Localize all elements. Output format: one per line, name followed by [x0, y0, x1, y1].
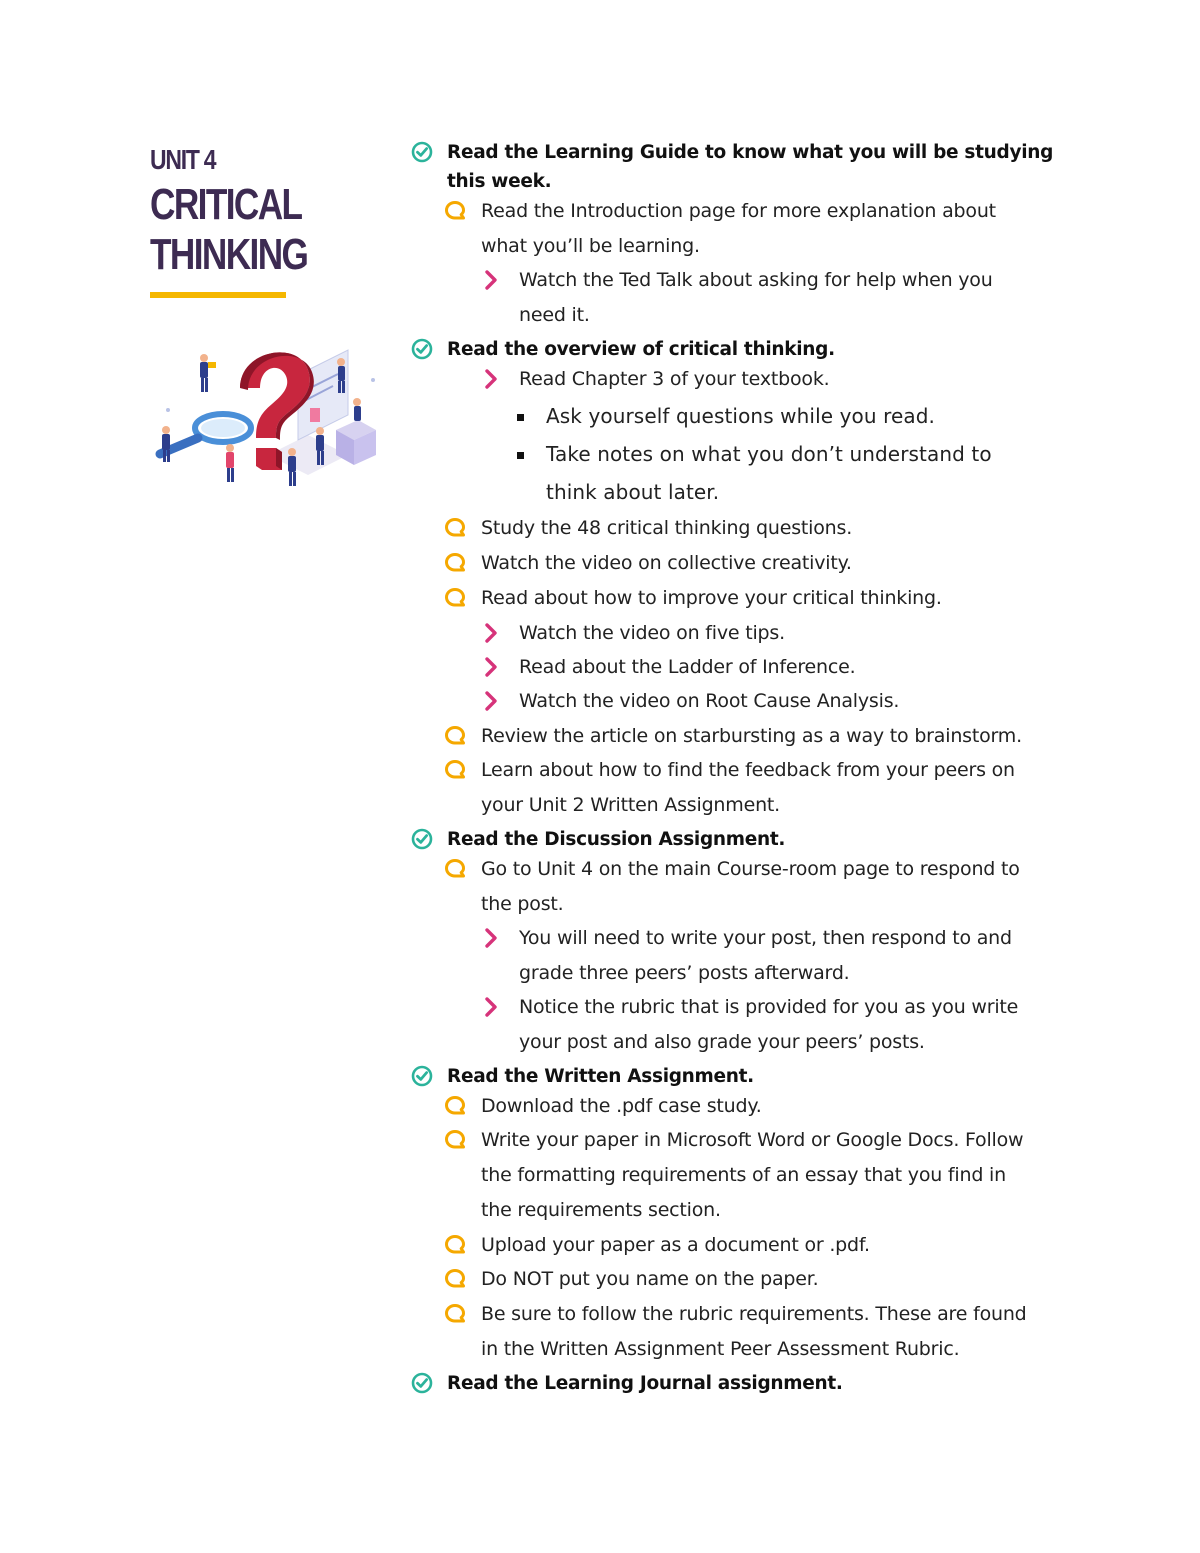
checklist-item-text: Notice the rubric that is provided for you as you write: [519, 996, 1019, 1018]
checklist-item-continuation: [481, 892, 564, 916]
check-circle-icon: [411, 338, 433, 360]
checklist-item-level-2: [481, 1302, 1027, 1326]
checklist-item-continuation: [481, 234, 700, 258]
chevron-right-icon: [482, 927, 500, 949]
checklist-item-text: Write your paper in Microsoft Word or Google Docs. Follow: [481, 1129, 1024, 1151]
checklist-item-continuation: [447, 170, 551, 194]
checklist-item-level-1: [447, 337, 835, 362]
speech-bubble-icon: [444, 725, 466, 747]
speech-bubble-icon: [444, 1303, 466, 1325]
checklist-item-text: grade three peers’ posts afterward.: [519, 962, 850, 984]
checklist-item-level-2: [481, 1267, 818, 1291]
checklist-item-text: Watch the Ted Talk about asking for help when you: [519, 269, 993, 291]
checklist-item-level-1: [447, 827, 785, 852]
checklist-item-level-3: [519, 268, 993, 292]
chevron-right-icon: [482, 996, 500, 1018]
chevron-right-icon: [482, 368, 500, 390]
unit-label: UNIT 4: [150, 144, 216, 175]
checklist-item-text: Read the Written Assignment.: [447, 1066, 754, 1087]
checklist-item-level-3: [519, 621, 785, 645]
checklist-item-text: the requirements section.: [481, 1199, 721, 1221]
square-bullet-icon: [516, 451, 526, 461]
speech-bubble-icon: [444, 517, 466, 539]
checklist-item-text: Download the .pdf case study.: [481, 1095, 762, 1117]
speech-bubble-icon: [444, 552, 466, 574]
checklist-item-text: Ask yourself questions while you read.: [546, 404, 935, 428]
checklist-item-text: Do NOT put you name on the paper.: [481, 1268, 819, 1290]
chevron-right-icon: [482, 690, 500, 712]
checklist-item-continuation: [519, 961, 850, 985]
checklist-item-continuation: [481, 793, 780, 817]
chevron-right-icon: [482, 622, 500, 644]
checklist-item-text: the formatting requirements of an essay that you find in: [481, 1164, 1006, 1186]
checklist-item-text: this week.: [447, 171, 552, 192]
check-circle-icon: [411, 141, 433, 163]
check-circle-icon: [411, 1065, 433, 1087]
checklist-item-text: Review the article on starbursting as a way to brainstorm.: [481, 725, 1022, 747]
checklist-item-level-3: [519, 689, 899, 713]
speech-bubble-icon: [444, 1095, 466, 1117]
checklist-item-level-1: [447, 1371, 843, 1396]
unit-title-line-2: THINKING: [150, 230, 308, 279]
checklist-item-text: Watch the video on collective creativity.: [481, 552, 852, 574]
checklist-item-continuation: [481, 1337, 959, 1361]
checklist-item-level-2: [481, 199, 996, 223]
checklist-item-level-2: [481, 724, 1022, 748]
checklist-item-text: what you’ll be learning.: [481, 235, 700, 257]
checklist-item-text: Read Chapter 3 of your textbook.: [519, 368, 830, 390]
checklist-item-text: Upload your paper as a document or .pdf.: [481, 1234, 870, 1256]
checklist-item-text: Read about how to improve your critical thinking.: [481, 587, 942, 609]
checklist-item-text: your Unit 2 Written Assignment.: [481, 794, 781, 816]
speech-bubble-icon: [444, 759, 466, 781]
checklist-item-level-3: [519, 926, 1012, 950]
checklist-item-continuation: [519, 303, 590, 327]
checklist-item-continuation: [546, 480, 719, 504]
checklist-item-level-4: [546, 442, 992, 467]
checklist-item-level-2: [481, 516, 852, 540]
checklist-item-level-2: [481, 857, 1020, 881]
checklist-item-text: think about later.: [546, 480, 720, 504]
checklist-item-level-2: [481, 551, 852, 575]
checklist-item-text: Read the Learning Guide to know what you will be studying: [447, 142, 1054, 163]
checklist-item-text: Take notes on what you don’t understand to: [546, 442, 992, 466]
checklist-item-text: You will need to write your post, then respond to and: [519, 927, 1012, 949]
checklist-item-level-1: [447, 1064, 754, 1089]
checklist-item-text: Watch the video on Root Cause Analysis.: [519, 690, 900, 712]
checklist-item-level-4: [546, 404, 935, 429]
checklist-item-level-3: [519, 655, 855, 679]
checklist-item-level-2: [481, 586, 942, 610]
checklist-item-level-2: [481, 1128, 1023, 1152]
checklist-item-text: Learn about how to find the feedback from your peers on: [481, 759, 1015, 781]
speech-bubble-icon: [444, 1129, 466, 1151]
checklist-item-text: Watch the video on five tips.: [519, 622, 785, 644]
speech-bubble-icon: [444, 587, 466, 609]
checklist-item-text: Be sure to follow the rubric requirements. These are found: [481, 1303, 1027, 1325]
checklist-item-text: your post and also grade your peers’ posts.: [519, 1031, 925, 1053]
checklist-item-text: Read the Learning Journal assignment.: [447, 1373, 843, 1394]
speech-bubble-icon: [444, 200, 466, 222]
check-circle-icon: [411, 828, 433, 850]
checklist-item-continuation: [519, 1030, 925, 1054]
checklist-item-text: need it.: [519, 304, 590, 326]
speech-bubble-icon: [444, 1268, 466, 1290]
checklist-item-text: the post.: [481, 893, 564, 915]
unit-title-line-1: CRITICAL: [150, 180, 302, 229]
checklist-item-level-3: [519, 995, 1018, 1019]
check-circle-icon: [411, 1372, 433, 1394]
chevron-right-icon: [482, 656, 500, 678]
checklist-item-continuation: [481, 1198, 721, 1222]
checklist-item-text: Read the Introduction page for more explanation about: [481, 200, 996, 222]
checklist-item-text: in the Written Assignment Peer Assessment Rubric.: [481, 1338, 960, 1360]
checklist-item-level-1: [447, 140, 1053, 165]
speech-bubble-icon: [444, 858, 466, 880]
checklist-item-level-2: [481, 758, 1015, 782]
checklist-item-level-3: [519, 367, 829, 391]
speech-bubble-icon: [444, 1234, 466, 1256]
checklist-item-text: Go to Unit 4 on the main Course-room page to respond to: [481, 858, 1020, 880]
checklist-item-text: Read the Discussion Assignment.: [447, 829, 786, 850]
checklist-item-level-2: [481, 1233, 870, 1257]
chevron-right-icon: [482, 269, 500, 291]
square-bullet-icon: [516, 413, 526, 423]
checklist-item-text: Read about the Ladder of Inference.: [519, 656, 856, 678]
checklist-item-continuation: [481, 1163, 1006, 1187]
checklist-item-level-2: [481, 1094, 762, 1118]
checklist-item-text: Read the overview of critical thinking.: [447, 339, 835, 360]
checklist-item-text: Study the 48 critical thinking questions.: [481, 517, 853, 539]
